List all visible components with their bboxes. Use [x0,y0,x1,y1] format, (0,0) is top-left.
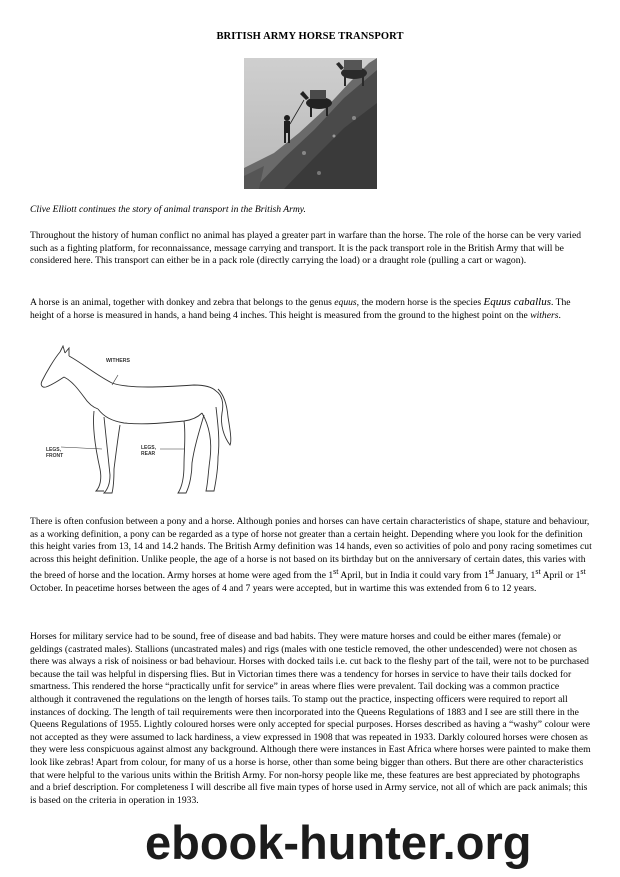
text-run: January, 1 [494,570,536,582]
italic-species: Equus caballus [483,296,552,308]
superscript: st [488,567,495,577]
paragraph-pony-vs-horse [30,516,595,596]
legs-front-label-2: FRONT [46,453,64,459]
legs-rear-label-1: LEGS, [141,445,157,451]
text-run: . [558,309,561,321]
horse-outline-figure [34,345,249,503]
legs-front-label-1: LEGS, [46,447,62,453]
superscript: st [580,567,586,577]
text-run: October. In peacetime horses between the ages of 4 and 7 years were accepted, but in wartime this was extended from 6 to 12 years. [30,583,537,595]
watermark-text: ebook-hunter.org [145,816,532,869]
article-caption: Clive Elliott continues the story of animal transport in the British Army. [30,204,306,215]
horse-diagram [34,345,249,503]
text-run: There is often confusion between a pony and a horse. Although ponies and horses can have certain characteristics of shape, stature and behaviour, as a working definition, a pony can be regarded as a type of horse not greater than a certain height. Depending where you look for the definition this height varies from 13, 14 and 14.2 hands. The British Army definition was 14 hands, even so activities of polo and pony racing sometimes cut across this height definition. Unlike people, the age of a horse is not based on its birthday but on the anniversary of certain dates, this varies with the breed of horse and the location. Army horses at home were aged from the 1 [30,516,592,582]
page-title: BRITISH ARMY HORSE TRANSPORT [216,31,404,42]
paragraph-genus [30,296,595,322]
withers-label: WITHERS [106,358,130,364]
paragraph-military-service: Horses for military service had to be sound, free of disease and bad habits. They were mature horses and could be either mares (female) or geldings (castrated males). Stallions (uncastrated males) and rigs (males with one testicle removed, the other undescended) were not chosen as there was always a risk of noisiness or bad behaviour. Horses with docked tails i.e. cut back to the fleshy part of the tail, were not to be purchased because the tail was helpful in dispersing flies. But in Victorian times there was a tendency for horses in service to have their tails docked for smartness. This rendered the horse “practically unfit for service” in areas where flies were prevalent. Tail docking was a common practice although it contravened the regulations on the length of horses tails. To stamp out the practice, inspecting officers were required to report all instances of docking. The length of tail requirements were then incorporated into the Queens Regulations of 1883 and I see are still there in the Queens Regulations of 1955. Lightly coloured horses were only accepted for special purposes. Horses described as having a “washy” colour were not accepted as they were assumed to lack hardiness, a view expressed in 1908 that was repeated in 1933. Darkly coloured horses were chosen as they were less conspicuous against almost any background. Although there were instances in East Africa where horses were painted to make them look like zebras! Apart from colour, for many of us a horse is horse, other than some being bigger than others. But there are other characteristics that were helpful to the various units within the British Army. For non-horsy people like me, these features are best appreciated by photographs and a brief description. For completeness I will describe all five main types of horse used in Army service, not all of which are pack animals; this is based on the criteria in operation in 1933. [30,631,591,806]
text-run: , the modern horse is the species [356,297,484,308]
text-run: April or 1 [540,570,581,582]
text-run: April, but in India it could vary from 1 [338,570,489,582]
superscript: st [333,567,339,577]
horse-mountain-photo [244,58,377,189]
italic-equus: equus [334,297,357,308]
legs-rear-label-2: REAR [141,451,156,457]
italic-withers: withers [530,309,559,321]
photo-image [244,58,377,189]
paragraph-intro: Throughout the history of human conflict no animal has played a greater part in warfare than the horse. The role of the horse can be very varied such as a fighting platform, for reconnaissance, message carrying and transport. It is the pack transport role in the British Army that will be considered here. This transport can either be in a pack role (directly carrying the load) or a draught role (pulling a cart or wagon). [30,230,581,267]
text-run: A horse is an animal, together with donkey and zebra that belongs to the genus [30,297,335,308]
text-run: . The height of a horse is measured in hands, a hand being 4 inches. This height is measured from the ground to the highest point on the [30,297,571,321]
superscript: st [535,567,541,577]
